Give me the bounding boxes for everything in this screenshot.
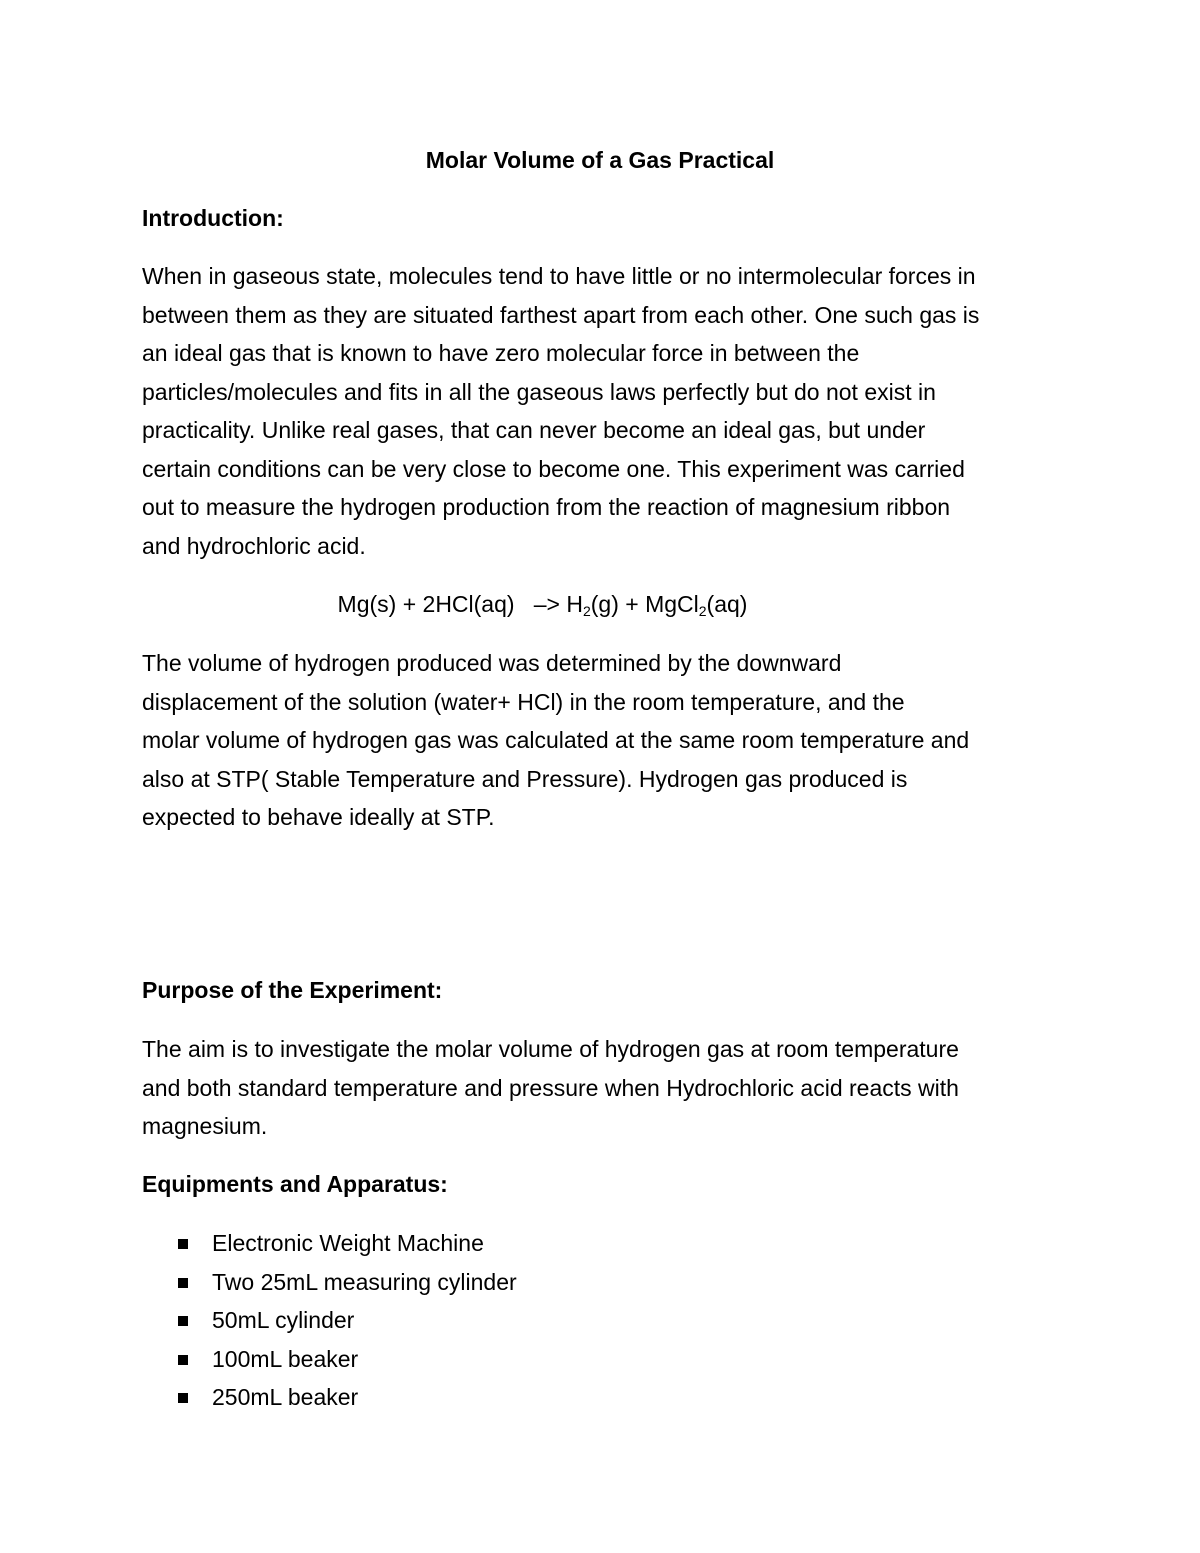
text-line: When in gaseous state, molecules tend to have little or no intermolecular forces in xyxy=(142,263,976,289)
square-bullet-icon xyxy=(178,1316,188,1326)
volume-paragraph xyxy=(142,644,1067,837)
text-line: displacement of the solution (water+ HCl) in the room temperature, and the xyxy=(142,688,905,715)
document-title: Molar Volume of a Gas Practical xyxy=(425,147,775,173)
square-bullet-icon xyxy=(178,1355,188,1365)
text-line: expected to behave ideally at STP. xyxy=(142,804,495,830)
text-line: molar volume of hydrogen gas was calculated at the same room temperature and xyxy=(142,727,970,753)
purpose-paragraph xyxy=(142,1030,1067,1146)
list-item xyxy=(175,1263,517,1302)
purpose-heading: Purpose of the Experiment: xyxy=(142,977,443,1003)
equipment-list xyxy=(175,1224,517,1417)
chemical-equation xyxy=(0,587,1085,621)
text-line: also at STP( Stable Temperature and Pressure). Hydrogen gas produced is xyxy=(142,765,908,792)
text-line: and hydrochloric acid. xyxy=(142,532,366,559)
equation-subscript: 2 xyxy=(698,603,707,619)
list-item xyxy=(175,1224,517,1263)
text-line: out to measure the hydrogen production from the reaction of magnesium ribbon xyxy=(142,494,951,520)
text-line: The aim is to investigate the molar volume of hydrogen gas at room temperature xyxy=(142,1036,959,1062)
text-line: certain conditions can be very close to become one. This experiment was carried xyxy=(142,455,965,482)
text-line: between them as they are situated farthest apart from each other. One such gas is xyxy=(142,301,980,328)
text-line: magnesium. xyxy=(142,1113,268,1139)
equipment-heading: Equipments and Apparatus: xyxy=(142,1171,448,1197)
text-line: The volume of hydrogen produced was determined by the downward xyxy=(142,650,842,676)
square-bullet-icon xyxy=(178,1278,188,1288)
list-item xyxy=(175,1301,517,1340)
equation-middle: (g) + MgCl xyxy=(590,591,699,617)
list-item xyxy=(175,1340,517,1379)
text-line: particles/molecules and fits in all the gaseous laws perfectly but do not exist in xyxy=(142,378,936,405)
list-item xyxy=(175,1378,517,1417)
equation-reactants: Mg(s) + 2HCl(aq) –> H xyxy=(337,591,583,617)
list-item-label: 100mL beaker xyxy=(212,1345,359,1372)
text-line: and both standard temperature and pressure when Hydrochloric acid reacts with xyxy=(142,1074,959,1101)
square-bullet-icon xyxy=(178,1239,188,1249)
text-line: an ideal gas that is known to have zero molecular force in between the xyxy=(142,340,860,366)
list-item-label: Two 25mL measuring cylinder xyxy=(212,1268,517,1295)
list-item-label: Electronic Weight Machine xyxy=(212,1230,484,1256)
introduction-paragraph xyxy=(142,257,1067,565)
list-item-label: 50mL cylinder xyxy=(212,1307,355,1333)
text-line: practicality. Unlike real gases, that can never become an ideal gas, but under xyxy=(142,417,926,443)
equation-subscript: 2 xyxy=(582,603,591,619)
equation-end: (aq) xyxy=(706,591,748,617)
introduction-heading: Introduction: xyxy=(142,205,284,231)
list-item-label: 250mL beaker xyxy=(212,1384,359,1410)
square-bullet-icon xyxy=(178,1393,188,1403)
